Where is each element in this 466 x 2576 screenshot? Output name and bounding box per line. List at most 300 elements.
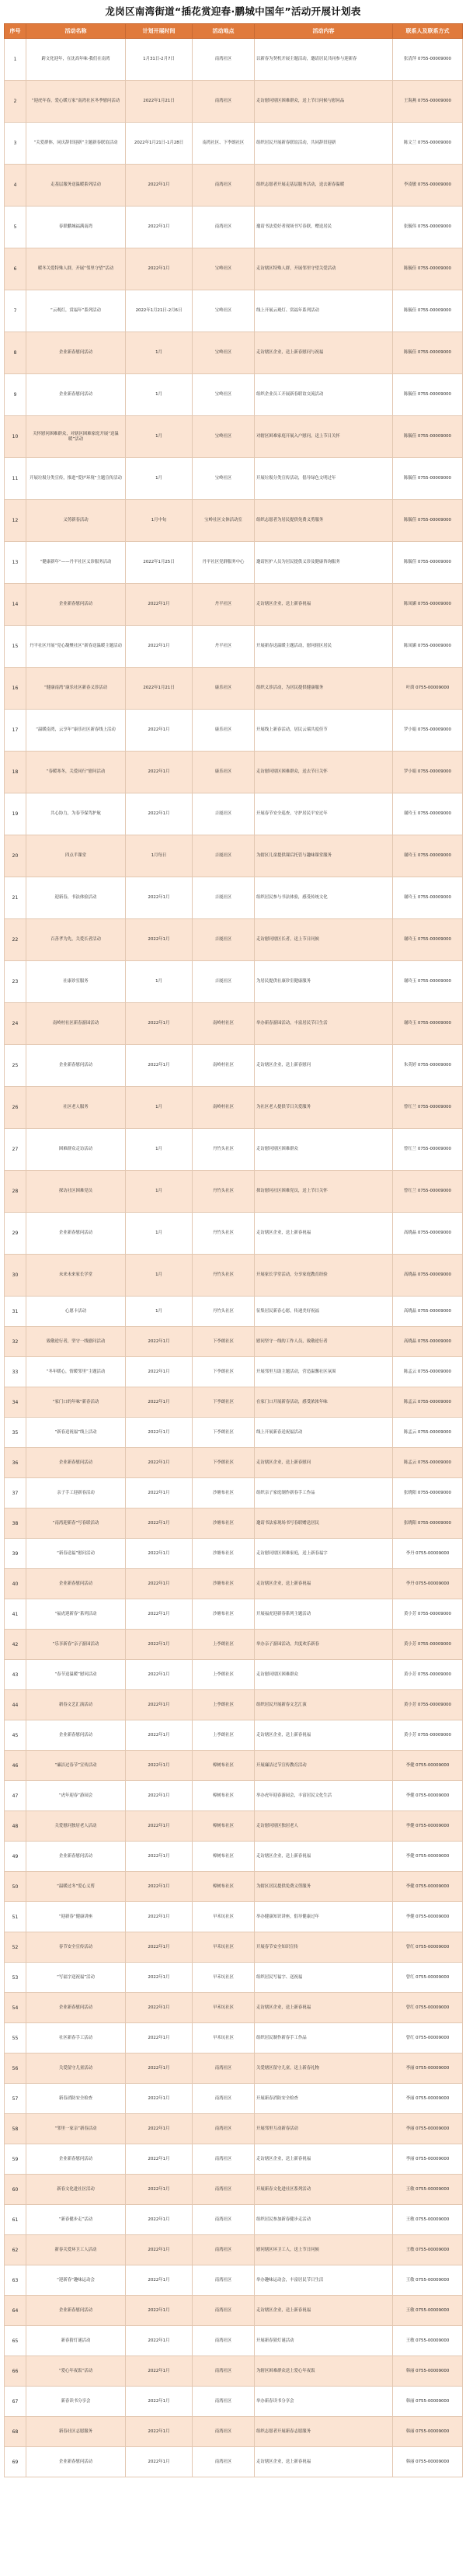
cell-place: 南岭村社区 — [193, 1003, 255, 1045]
cell-time: 1月 — [126, 416, 193, 458]
cell-time: 1月 — [126, 1297, 193, 1327]
cell-name: 共心协力，为春节保驾护航 — [26, 793, 126, 835]
cell-no: 1 — [5, 39, 26, 81]
cell-time: 2022年1月 — [126, 1327, 193, 1357]
cell-time: 2022年1月 — [126, 1690, 193, 1720]
cell-time: 1月 — [126, 1171, 193, 1213]
header-name: 活动名称 — [26, 24, 126, 39]
cell-no: 34 — [5, 1387, 26, 1418]
table-row — [5, 626, 463, 668]
cell-place: 康乐社区 — [193, 752, 255, 793]
cell-time: 2022年1月 — [126, 752, 193, 793]
cell-content: 组织义诊活动，为居民提供健康服务 — [255, 668, 393, 710]
cell-name: “邻里一家亲”新春活动 — [26, 2114, 126, 2144]
cell-contact: 王海燕 0755-00009000 — [393, 81, 463, 123]
cell-contact: 李健 0755-00009000 — [393, 1872, 463, 1902]
cell-contact: 陈孟云 0755-00009000 — [393, 1418, 463, 1448]
cell-time: 2022年1月 — [126, 1357, 193, 1387]
table-row — [5, 458, 463, 500]
table-header — [5, 24, 463, 39]
cell-no: 8 — [5, 332, 26, 374]
cell-name: “新春送祝福”线上活动 — [26, 1418, 126, 1448]
table-row — [5, 1448, 463, 1478]
cell-time: 2022年1月 — [126, 1660, 193, 1690]
table-row — [5, 793, 463, 835]
table-row — [5, 1045, 463, 1087]
cell-time: 2022年1月 — [126, 1448, 193, 1478]
table-row — [5, 2144, 463, 2175]
cell-place: 丹竹头社区 — [193, 1255, 255, 1297]
cell-content: 举办新春读书分享会 — [255, 2387, 393, 2417]
cell-contact: 李丽 0755-00009000 — [393, 2144, 463, 2175]
cell-content: 线上开展云观灯、赏福年系列活动 — [255, 290, 393, 332]
cell-content: 走访慰问辖区困难群众 — [255, 1660, 393, 1690]
cell-contact: 张清萍 0755-00009000 — [393, 39, 463, 81]
cell-name: “爱心年夜饭”活动 — [26, 2356, 126, 2387]
table-row — [5, 81, 463, 123]
table-row — [5, 961, 463, 1003]
cell-content: 举办虎年迎春游园会，丰富居民文化生活 — [255, 1781, 393, 1811]
cell-contact: 曾红 0755-00009000 — [393, 1963, 463, 1993]
cell-name: “云观灯，赏福年”系列活动 — [26, 290, 126, 332]
cell-time: 2022年1月 — [126, 1539, 193, 1569]
cell-name: 丹平社区开展“党心凝聚社区”新春送温暖主题活动 — [26, 626, 126, 668]
cell-contact: 谢玲玉 0755-00009000 — [393, 835, 463, 877]
table-row — [5, 416, 463, 458]
cell-no: 20 — [5, 835, 26, 877]
cell-place: 南湾社区 — [193, 207, 255, 248]
cell-place: 早禾坑社区 — [193, 1993, 255, 2023]
table-row — [5, 2114, 463, 2144]
cell-content: 走访辖区企业，送上新春祝福 — [255, 1569, 393, 1599]
cell-place: 南岭村社区 — [193, 1045, 255, 1087]
cell-place: 丹竹头社区 — [193, 1213, 255, 1255]
cell-content: 组织亲子家庭制作新春手工作品 — [255, 1478, 393, 1508]
cell-name: 企业新春慰问活动 — [26, 584, 126, 626]
header-row — [5, 24, 463, 39]
cell-content: 组织企业员工开展新春联谊交流活动 — [255, 374, 393, 416]
cell-place: 南湾社区 — [193, 2296, 255, 2326]
cell-place: 南湾社区 — [193, 2084, 255, 2114]
cell-place: 南湾社区 — [193, 39, 255, 81]
cell-place: 沙塘布社区 — [193, 1569, 255, 1599]
cell-time: 2022年1月 — [126, 2326, 193, 2356]
cell-place: 丹平社区 — [193, 626, 255, 668]
cell-place: 下李朗社区 — [193, 1357, 255, 1387]
table-row — [5, 2387, 463, 2417]
cell-place: 吉厦社区 — [193, 877, 255, 919]
table-row — [5, 1129, 463, 1171]
cell-place: 南湾社区 — [193, 81, 255, 123]
cell-place: 樟树布社区 — [193, 1872, 255, 1902]
cell-no: 15 — [5, 626, 26, 668]
cell-no: 45 — [5, 1720, 26, 1751]
cell-no: 25 — [5, 1045, 26, 1087]
cell-name: 心愿卡活动 — [26, 1297, 126, 1327]
cell-no: 58 — [5, 2114, 26, 2144]
cell-contact: 黄小芳 0755-00009000 — [393, 1599, 463, 1630]
cell-name: 企业新春慰问活动 — [26, 374, 126, 416]
cell-contact: 谢玲玉 0755-00009000 — [393, 919, 463, 961]
cell-name: 新春消防安全检查 — [26, 2084, 126, 2114]
cell-no: 62 — [5, 2235, 26, 2265]
cell-place: 早禾坑社区 — [193, 2023, 255, 2054]
table-row — [5, 1327, 463, 1357]
table-row — [5, 1171, 463, 1213]
cell-contact: 陈毓佳 0755-00009000 — [393, 374, 463, 416]
cell-content: 开展新春送温暖主题活动，慰问辖区居民 — [255, 626, 393, 668]
cell-content: 走访辖区企业，送上新春祝福 — [255, 2447, 393, 2477]
cell-no: 38 — [5, 1508, 26, 1539]
cell-name: 新春猜灯谜活动 — [26, 2326, 126, 2356]
cell-place: 早禾坑社区 — [193, 1902, 255, 1932]
cell-name: 企业新春慰问活动 — [26, 1448, 126, 1478]
cell-name: 困难群众走访活动 — [26, 1129, 126, 1171]
cell-no: 32 — [5, 1327, 26, 1357]
cell-place: 宝岭社区 — [193, 374, 255, 416]
cell-no: 46 — [5, 1751, 26, 1781]
cell-time: 2022年1月 — [126, 877, 193, 919]
cell-place: 下李朗社区 — [193, 1387, 255, 1418]
cell-no: 61 — [5, 2205, 26, 2235]
cell-place: 上李朗社区 — [193, 1630, 255, 1660]
cell-name: 百善孝为先，关爱长者活动 — [26, 919, 126, 961]
cell-no: 52 — [5, 1932, 26, 1963]
cell-time: 2022年1月 — [126, 1963, 193, 1993]
cell-name: “廉洁过春节”宣传活动 — [26, 1751, 126, 1781]
cell-no: 59 — [5, 2144, 26, 2175]
table-row — [5, 1630, 463, 1660]
cell-content: 开展春节安全知识宣传 — [255, 1932, 393, 1963]
cell-contact: 陈毓佳 0755-00009000 — [393, 542, 463, 584]
table-row — [5, 1902, 463, 1932]
table-row — [5, 752, 463, 793]
cell-no: 2 — [5, 81, 26, 123]
cell-name: “新春健步走”活动 — [26, 2205, 126, 2235]
cell-name: “春节送温暖”慰问活动 — [26, 1660, 126, 1690]
cell-contact: 曾红兰 0755-00009000 — [393, 1087, 463, 1129]
table-row — [5, 1720, 463, 1751]
cell-place: 下李朗社区 — [193, 1327, 255, 1357]
cell-time: 2022年1月 — [126, 1720, 193, 1751]
cell-place: 宝岭社区文体活动室 — [193, 500, 255, 542]
cell-contact: 王敏 0755-00009000 — [393, 2235, 463, 2265]
cell-no: 11 — [5, 458, 26, 500]
cell-place: 南湾社区 — [193, 2235, 255, 2265]
cell-time: 2022年1月21日-1月28日 — [126, 123, 193, 165]
table-row — [5, 584, 463, 626]
cell-place: 宝岭社区 — [193, 248, 255, 290]
cell-name: 亲子手工迎新春活动 — [26, 1478, 126, 1508]
cell-time: 2022年1月 — [126, 2175, 193, 2205]
cell-no: 37 — [5, 1478, 26, 1508]
cell-time: 2022年1月 — [126, 2235, 193, 2265]
cell-content: 开展线上新春活动，居民云端共度佳节 — [255, 710, 393, 752]
cell-content: 开展邻里互助主题活动，营造温馨社区氛围 — [255, 1357, 393, 1387]
cell-time: 2022年1月21日 — [126, 668, 193, 710]
cell-time: 2022年1月 — [126, 248, 193, 290]
table-row — [5, 1297, 463, 1327]
cell-place: 吉厦社区 — [193, 919, 255, 961]
table-row — [5, 2296, 463, 2326]
cell-place: 南湾社区、下李朗社区 — [193, 123, 255, 165]
table-row — [5, 1357, 463, 1387]
cell-name: 社区新春手工活动 — [26, 2023, 126, 2054]
cell-contact: 曾红兰 0755-00009000 — [393, 1171, 463, 1213]
cell-name: 企业新春慰问活动 — [26, 1842, 126, 1872]
cell-place: 南湾社区 — [193, 2387, 255, 2417]
cell-content: 走访慰问辖区独居老人 — [255, 1811, 393, 1842]
cell-name: “新春送福”慰问活动 — [26, 1539, 126, 1569]
cell-no: 12 — [5, 500, 26, 542]
cell-content: 走访慰问辖区困难群众 — [255, 1129, 393, 1171]
table-row — [5, 2417, 463, 2447]
cell-place: 早禾坑社区 — [193, 1963, 255, 1993]
cell-name: “春暖寒冬，关爱同行”慰问活动 — [26, 752, 126, 793]
cell-time: 2022年1月 — [126, 1932, 193, 1963]
cell-name: 企业新春慰问活动 — [26, 2296, 126, 2326]
cell-time: 1月 — [126, 374, 193, 416]
cell-contact: 李丹 0755-00009000 — [393, 1569, 463, 1599]
cell-name: 跨文化迎年，在沈高年味·我们在南湾 — [26, 39, 126, 81]
table-row — [5, 542, 463, 584]
table-row — [5, 1781, 463, 1811]
cell-content: 探访慰问社区困难党员，送上节日关怀 — [255, 1171, 393, 1213]
cell-no: 43 — [5, 1660, 26, 1690]
table-row — [5, 1872, 463, 1902]
cell-contact: 陈毓佳 0755-00009000 — [393, 500, 463, 542]
cell-place: 南湾社区 — [193, 2205, 255, 2235]
cell-name: 关爱慰问独居老人活动 — [26, 1811, 126, 1842]
cell-contact: 陈凤媚 0755-00009000 — [393, 626, 463, 668]
cell-content: 邀请书法家现场书写春联赠送居民 — [255, 1508, 393, 1539]
cell-name: 春联鹏城福满南湾 — [26, 207, 126, 248]
cell-content: 组织居民开展新春联谊活动，共同辞旧迎新 — [255, 123, 393, 165]
cell-content: 走访慰问辖区困难家庭，送上新春福字 — [255, 1539, 393, 1569]
cell-time: 2022年1月 — [126, 919, 193, 961]
table-row — [5, 165, 463, 207]
cell-place: 宝岭社区 — [193, 290, 255, 332]
cell-no: 68 — [5, 2417, 26, 2447]
cell-no: 67 — [5, 2387, 26, 2417]
cell-contact: 陈孟云 0755-00009000 — [393, 1387, 463, 1418]
cell-name: “南湾迎新春”写春联活动 — [26, 1508, 126, 1539]
table-row — [5, 1842, 463, 1872]
cell-content: 走访辖区企业，送上新春慰问与祝福 — [255, 332, 393, 374]
cell-contact: 叶茵 0755-00009000 — [393, 668, 463, 710]
cell-time: 2022年1月 — [126, 1872, 193, 1902]
cell-content: 组织志愿者开展走基层服务活动，送去新春温暖 — [255, 165, 393, 207]
table-row — [5, 2356, 463, 2387]
cell-content: 开展新春消防安全检查 — [255, 2084, 393, 2114]
cell-no: 64 — [5, 2296, 26, 2326]
cell-time: 2022年1月 — [126, 2447, 193, 2477]
cell-place: 南湾社区 — [193, 2054, 255, 2084]
cell-no: 36 — [5, 1448, 26, 1478]
table-row — [5, 374, 463, 416]
cell-contact: 陈文兰 0755-00009000 — [393, 123, 463, 165]
cell-time: 2022年1月 — [126, 1003, 193, 1045]
header-contact: 联系人及联系方式 — [393, 24, 463, 39]
cell-time: 1月 — [126, 1255, 193, 1297]
cell-no: 17 — [5, 710, 26, 752]
cell-contact: 曾红 0755-00009000 — [393, 2023, 463, 2054]
activity-plan-table — [4, 23, 463, 2477]
cell-time: 2022年1月 — [126, 626, 193, 668]
cell-name: “虎年迎春”游园会 — [26, 1781, 126, 1811]
cell-name: 未来未来家长学堂 — [26, 1255, 126, 1297]
cell-place: 樟树布社区 — [193, 1751, 255, 1781]
cell-name: “温暖过冬”爱心义剪 — [26, 1872, 126, 1902]
table-row — [5, 1418, 463, 1448]
cell-no: 10 — [5, 416, 26, 458]
table-row — [5, 1751, 463, 1781]
table-row — [5, 39, 463, 81]
cell-content: 关爱辖区留守儿童，送上新春礼物 — [255, 2054, 393, 2084]
cell-content: 走访辖区企业，送上新春祝福 — [255, 1213, 393, 1255]
table-row — [5, 2235, 463, 2265]
table-row — [5, 1213, 463, 1255]
cell-time: 2022年1月21日 — [126, 81, 193, 123]
cell-contact: 王敏 0755-00009000 — [393, 2175, 463, 2205]
cell-contact: 韩丽 0755-00009000 — [393, 2417, 463, 2447]
cell-no: 35 — [5, 1418, 26, 1448]
cell-name: 新春读书分享会 — [26, 2387, 126, 2417]
cell-content: 走访辖区特殊人群，开展邻里守望关爱活动 — [255, 248, 393, 290]
cell-time: 2022年1月 — [126, 1599, 193, 1630]
cell-place: 康乐社区 — [193, 668, 255, 710]
cell-place: 丹竹头社区 — [193, 1297, 255, 1327]
table-row — [5, 1963, 463, 1993]
cell-content: 开展廉洁过节宣传教育活动 — [255, 1751, 393, 1781]
table-row — [5, 1599, 463, 1630]
cell-contact: 高晓晶 0755-00009000 — [393, 1327, 463, 1357]
cell-place: 南湾社区 — [193, 2326, 255, 2356]
cell-time: 2022年1月 — [126, 2296, 193, 2326]
cell-contact: 李丽 0755-00009000 — [393, 2054, 463, 2084]
cell-no: 14 — [5, 584, 26, 626]
cell-time: 2022年1月25日 — [126, 542, 193, 584]
cell-contact: 李健 0755-00009000 — [393, 1751, 463, 1781]
cell-time: 2022年1月 — [126, 1418, 193, 1448]
cell-place: 南湾社区 — [193, 2175, 255, 2205]
cell-name: “关爱群体，同庆辞旧迎新”主题新春联谊活动 — [26, 123, 126, 165]
cell-no: 40 — [5, 1569, 26, 1599]
table-body — [5, 39, 463, 2477]
cell-contact: 张晓阳 0755-00009000 — [393, 1508, 463, 1539]
cell-place: 早禾坑社区 — [193, 1932, 255, 1963]
cell-contact: 王敏 0755-00009000 — [393, 2326, 463, 2356]
cell-content: 走访辖区企业，送上新春祝福 — [255, 1720, 393, 1751]
cell-contact: 王敏 0755-00009000 — [393, 2205, 463, 2235]
cell-content: 走访辖区企业，送上新春祝福 — [255, 2296, 393, 2326]
cell-no: 48 — [5, 1811, 26, 1842]
cell-content: 在家门口开展新春活动，感受浓浓年味 — [255, 1387, 393, 1418]
cell-time: 2022年1月 — [126, 2144, 193, 2175]
table-row — [5, 1508, 463, 1539]
header-content: 活动内容 — [255, 24, 393, 39]
cell-name: 企业新春慰问活动 — [26, 332, 126, 374]
cell-time: 2022年1月 — [126, 1902, 193, 1932]
cell-contact: 陈凤媚 0755-00009000 — [393, 584, 463, 626]
cell-time: 2022年1月21日-2月6日 — [126, 290, 193, 332]
cell-no: 47 — [5, 1781, 26, 1811]
cell-content: 开展邻里互动新春活动 — [255, 2114, 393, 2144]
cell-place: 南湾社区 — [193, 165, 255, 207]
cell-contact: 罗小娟 0755-00009000 — [393, 710, 463, 752]
cell-contact: 李丹 0755-00009000 — [393, 1539, 463, 1569]
cell-content: 开展福虎迎新春系列主题活动 — [255, 1599, 393, 1630]
cell-content: 举办趣味运动会，丰富居民节日生活 — [255, 2265, 393, 2296]
cell-time: 2022年1月 — [126, 1630, 193, 1660]
cell-name: 春节安全宣传活动 — [26, 1932, 126, 1963]
table-row — [5, 2175, 463, 2205]
cell-content: 走访辖区企业，送上新春祝福 — [255, 1842, 393, 1872]
cell-contact: 谢玲玉 0755-00009000 — [393, 793, 463, 835]
cell-time: 2022年1月 — [126, 165, 193, 207]
cell-name: 开展垃圾分类宣传，推进“爱护环境”主题宣传活动 — [26, 458, 126, 500]
cell-no: 5 — [5, 207, 26, 248]
cell-contact: 谢玲玉 0755-00009000 — [393, 961, 463, 1003]
cell-name: “健康新年”——丹平社区义诊服务活动 — [26, 542, 126, 584]
cell-time: 2022年1月 — [126, 1569, 193, 1599]
cell-time: 1月 — [126, 1213, 193, 1255]
cell-time: 2022年1月 — [126, 1387, 193, 1418]
table-row — [5, 835, 463, 877]
cell-content: 走访慰问辖区困难群众，送上节日问候与慰问品 — [255, 81, 393, 123]
table-row — [5, 2447, 463, 2477]
cell-content: 举办新春游园活动，丰富居民节日生活 — [255, 1003, 393, 1045]
cell-contact: 李健 0755-00009000 — [393, 1902, 463, 1932]
cell-contact: 朱英婷 0755-00009000 — [393, 1045, 463, 1087]
cell-name: 社区老人服务 — [26, 1087, 126, 1129]
cell-contact: 谢玲玉 0755-00009000 — [393, 1003, 463, 1045]
cell-time: 2022年1月 — [126, 584, 193, 626]
cell-no: 57 — [5, 2084, 26, 2114]
cell-time: 2022年1月 — [126, 2084, 193, 2114]
cell-time: 2022年1月 — [126, 2023, 193, 2054]
cell-no: 29 — [5, 1213, 26, 1255]
cell-place: 丹平社区 — [193, 584, 255, 626]
cell-content: 慰问坚守一线的工作人员，致敬逆行者 — [255, 1327, 393, 1357]
table-row — [5, 1003, 463, 1045]
cell-time: 2022年1月 — [126, 1781, 193, 1811]
cell-time: 2022年1月 — [126, 1811, 193, 1842]
cell-place: 沙塘布社区 — [193, 1599, 255, 1630]
cell-no: 56 — [5, 2054, 26, 2084]
table-row — [5, 919, 463, 961]
cell-time: 2022年1月 — [126, 1751, 193, 1781]
cell-time: 2022年1月 — [126, 207, 193, 248]
cell-content: 组织居民写福字、送祝福 — [255, 1963, 393, 1993]
cell-content: 组织居民开展新春文艺汇演 — [255, 1690, 393, 1720]
cell-contact: 黄小芳 0755-00009000 — [393, 1720, 463, 1751]
cell-name: “迎新春”健康讲座 — [26, 1902, 126, 1932]
cell-content: 为辖区居民提供免费义剪服务 — [255, 1872, 393, 1902]
cell-name: 企业新春慰问活动 — [26, 1993, 126, 2023]
table-row — [5, 1478, 463, 1508]
cell-place: 吉厦社区 — [193, 793, 255, 835]
table-row — [5, 1387, 463, 1418]
cell-content: 举办健康知识讲座，倡导健康过年 — [255, 1902, 393, 1932]
header-no: 序号 — [5, 24, 26, 39]
cell-place: 南湾社区 — [193, 2417, 255, 2447]
cell-content: 组织志愿者开展新春志愿服务 — [255, 2417, 393, 2447]
cell-place: 下李朗社区 — [193, 1448, 255, 1478]
cell-time: 1月31日-2月7日 — [126, 39, 193, 81]
cell-content: 为居民提供社康诊室健康服务 — [255, 961, 393, 1003]
cell-no: 60 — [5, 2175, 26, 2205]
